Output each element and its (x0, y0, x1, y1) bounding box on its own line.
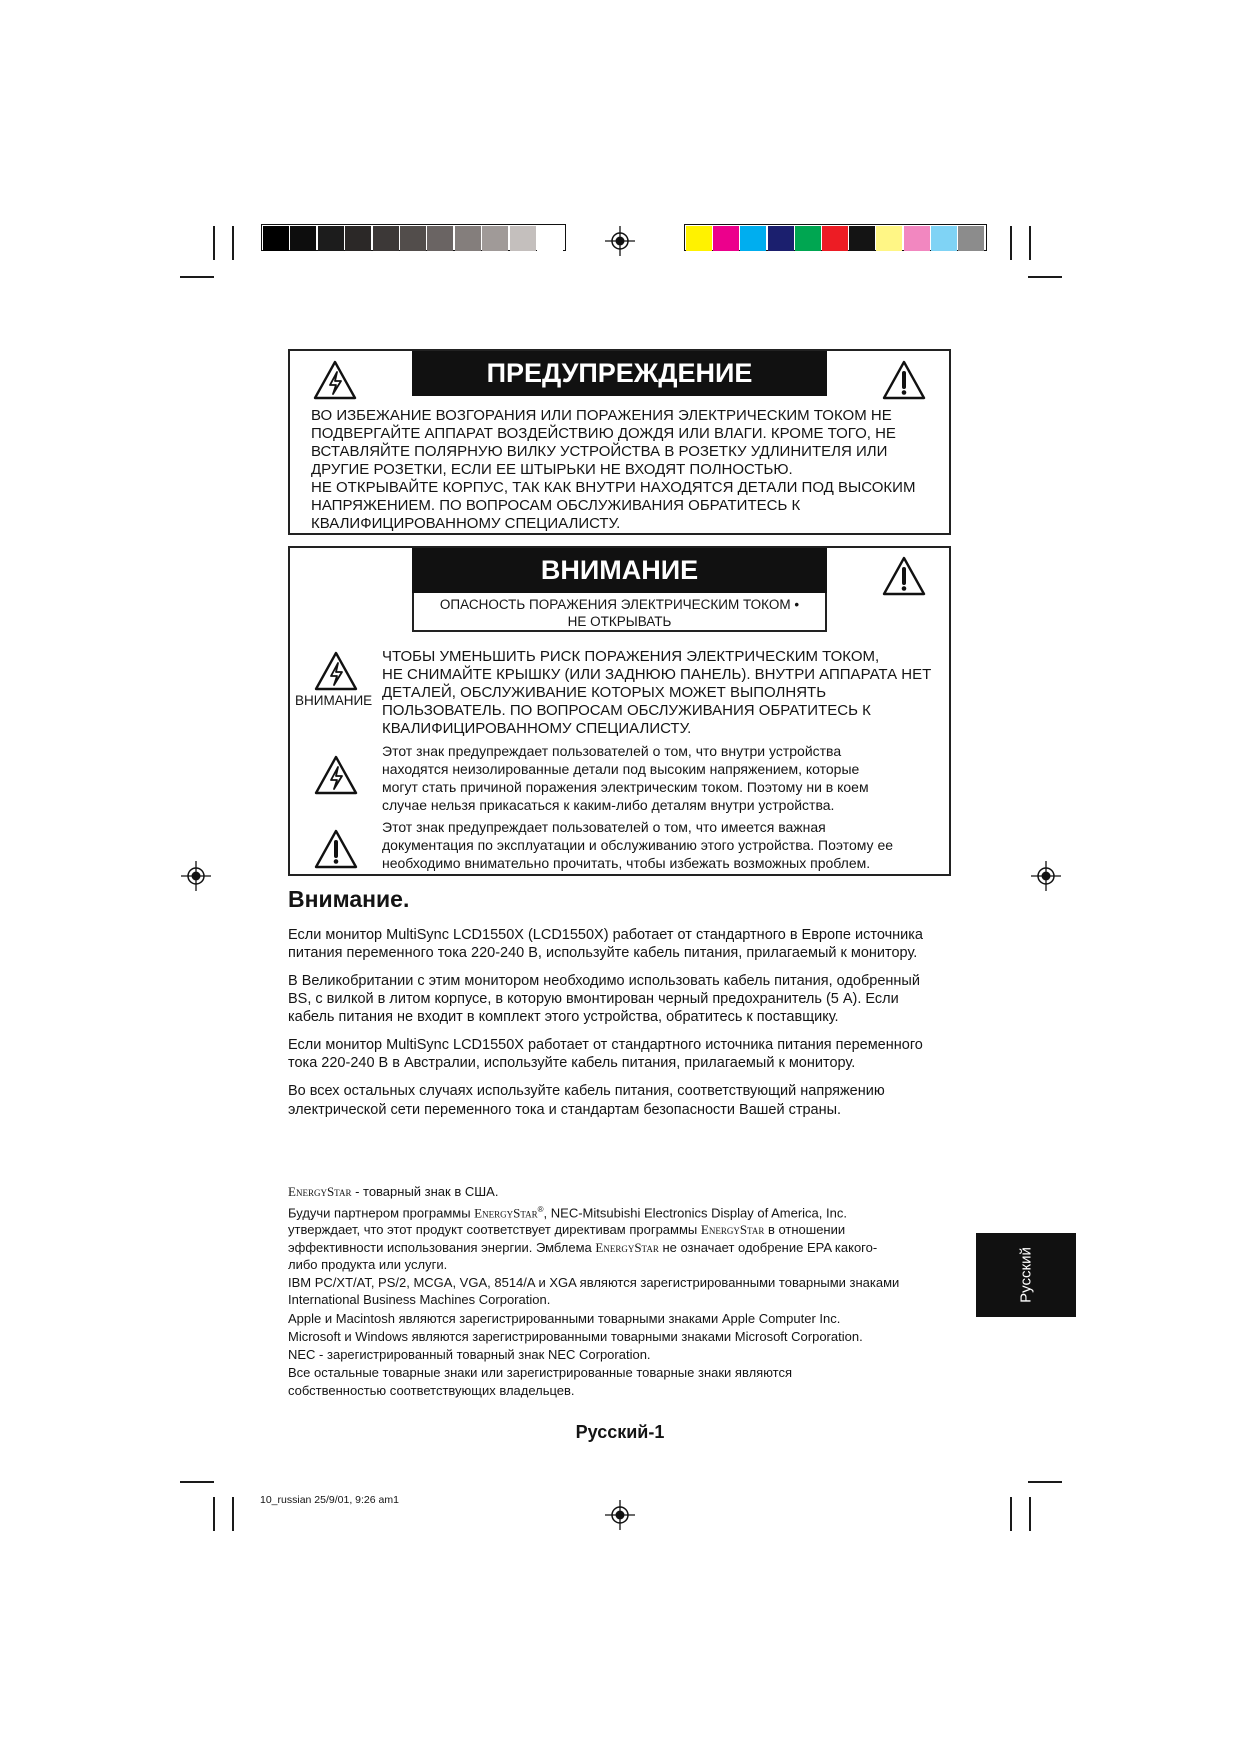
caution-icon-label: ВНИМАНИЕ (295, 693, 373, 708)
gray-swatch (455, 226, 481, 251)
gray-swatch (510, 226, 536, 251)
color-swatch (795, 226, 821, 251)
color-swatch (686, 226, 712, 251)
lightning-warning-icon (312, 359, 358, 401)
color-swatch (849, 226, 875, 251)
page-number: Русский-1 (575, 1422, 665, 1442)
attention-paragraph-3: Если монитор MultiSync LCD1550X работает от стандартного источника питания переменного тока 220-240 В в Австралии, используйте кабель питания, прилагаемый к монитору. (288, 1037, 923, 1071)
color-swatch (931, 226, 957, 251)
energy-star-mark: EnergyStar (474, 1204, 538, 1220)
caution-subbox: ОПАСНОСТЬ ПОРАЖЕНИЯ ЭЛЕКТРИЧЕСКИМ ТОКОМ • НЕ ОТКРЫВАТЬ (412, 593, 827, 632)
exclamation-warning-icon (881, 359, 927, 401)
exclamation-warning-icon (881, 555, 927, 597)
energy-star-mark: EnergyStar (288, 1184, 352, 1199)
lightning-warning-icon (313, 650, 359, 692)
color-swatch (740, 226, 766, 251)
color-swatch (713, 226, 739, 251)
caution-title: ВНИМАНИЕ (412, 548, 827, 593)
warning-title: ПРЕДУПРЕЖДЕНИЕ (412, 351, 827, 396)
gray-swatch (263, 226, 289, 251)
voltage-symbol-text: Этот знак предупреждает пользователей о том, что внутри устройства находятся неизолированные детали под высоким напряжением, которые могут стать причиной поражения электрическим током. Поэтому ни в коем случае нельзя прикасаться к каким-либо деталям внутри устройства. (382, 743, 869, 813)
gray-swatch (318, 226, 344, 251)
energy-star-mark: EnergyStar (700, 1222, 765, 1238)
exclamation-warning-icon (313, 828, 359, 870)
warning-box (288, 349, 951, 535)
caution-box (288, 546, 951, 876)
gray-swatch (537, 226, 563, 251)
color-swatch (904, 226, 930, 251)
attention-heading: Внимание. (288, 886, 410, 912)
lightning-warning-icon (313, 754, 359, 796)
gray-swatch (345, 226, 371, 251)
attention-paragraph-2: В Великобритании с этим монитором необходимо использовать кабель питания, одобренный BS, с вилкой в литом корпусе, в которую вмонтирован черный предохранитель (5 А). Если кабель питания не входит в комплект этого устройства, обратитесь к поставщику. (288, 973, 920, 1025)
gray-swatch (400, 226, 426, 251)
registration-mark-icon (605, 1500, 635, 1530)
attention-paragraph-1: Если монитор MultiSync LCD1550X (LCD1550X) работает от стандартного в Европе источника питания переменного тока 220-240 В, используйте кабель питания, прилагаемый к монитору. (288, 927, 923, 961)
registration-mark-icon (181, 861, 211, 891)
gray-swatch (373, 226, 399, 251)
caution-text-block: ЧТОБЫ УМЕНЬШИТЬ РИСК ПОРАЖЕНИЯ ЭЛЕКТРИЧЕСКИМ ТОКОМ, НЕ СНИМАЙТЕ КРЫШКУ (ИЛИ ЗАДНЮЮ ПАНЕЛЬ). ВНУТРИ АППАРАТА НЕТ ДЕТАЛЕЙ, ОБСЛУЖИВАНИЕ КОТОРЫХ МОЖЕТ ВЫПОЛНЯТЬ ПОЛЬЗОВАТЕЛЬ. ПО ВОПРОСАМ ОБСЛУЖИВАНИЯ ОБРАТИТЕСЬ К КВАЛИФИЦИРОВАННОМУ СПЕЦИАЛИСТУ. (382, 648, 932, 737)
color-swatch (768, 226, 794, 251)
color-swatch (876, 226, 902, 251)
print-slug: 10_russian 25/9/01, 9:26 am1 (260, 1494, 399, 1506)
color-swatch (958, 226, 984, 251)
registration-mark-icon (605, 226, 635, 256)
gray-swatch (482, 226, 508, 251)
registration-mark-icon (1031, 861, 1061, 891)
gray-swatch (290, 226, 316, 251)
trademark-footnotes: EnergyStar - товарный знак в США. Будучи партнером программы EnergyStar®, NEC-Mitsubishi Electronics Display of America, Inc. утверждает, что этот продукт соответствует директивам программы EnergyStar в отношении эффективности использования энергии. Эмблема EnergyStar не означает одобрение EPA какого- либо продукта или услуги. IBM PC/XT/AT, PS/2, MCGA, VGA, 8514/A и XGA являются зарегистрированными товарными знаками International Business Machines Corporation. Apple и Macintosh являются зарегистрированными товарными знаками Apple Computer Inc. Microsoft и Windows являются зарегистрированными товарными знаками Microsoft Corporation. NEC - зарегистрированный товарный знак NEC Corporation. Все остальные товарные знаки или зарегистрированные товарные знаки являются собственностью соответствующих владельцев. (288, 1184, 900, 1398)
documentation-symbol-text: Этот знак предупреждает пользователей о том, что имеется важная документация по эксплуатации и обслуживанию этого устройства. Поэтому ее необходимо внимательно прочитать, чтобы избежать возможных проблем. (382, 819, 894, 871)
attention-paragraph-4: Во всех остальных случаях используйте кабель питания, соответствующий напряжению электрической сети переменного тока и стандартам безопасности Вашей страны. (288, 1083, 885, 1118)
language-side-tab: Русский (976, 1233, 1076, 1317)
warning-text: ВО ИЗБЕЖАНИЕ ВОЗГОРАНИЯ ИЛИ ПОРАЖЕНИЯ ЭЛЕКТРИЧЕСКИМ ТОКОМ НЕ ПОДВЕРГАЙТЕ АППАРАТ ВОЗДЕЙСТВИЮ ДОЖДЯ ИЛИ ВЛАГИ. КРОМЕ ТОГО, НЕ ВСТАВЛЯЙТЕ ПОЛЯРНУЮ ВИЛКУ УСТРОЙСТВА В РОЗЕТКУ УДЛИНИТЕЛЯ ИЛИ ДРУГИЕ РОЗЕТКИ, ЕСЛИ ЕЕ ШТЫРЬКИ НЕ ВХОДЯТ ПОЛНОСТЬЮ. НЕ ОТКРЫВАЙТЕ КОРПУС, ТАК КАК ВНУТРИ НАХОДЯТСЯ ДЕТАЛИ ПОД ВЫСОКИМ НАПРЯЖЕНИЕМ. ПО ВОПРОСАМ ОБСЛУЖИВАНИЯ ОБРАТИТЕСЬ К КВАЛИФИЦИРОВАННОМУ СПЕЦИАЛИСТУ. (311, 407, 916, 532)
gray-swatch (427, 226, 453, 251)
color-swatch (822, 226, 848, 251)
energy-star-mark: EnergyStar (595, 1239, 659, 1255)
